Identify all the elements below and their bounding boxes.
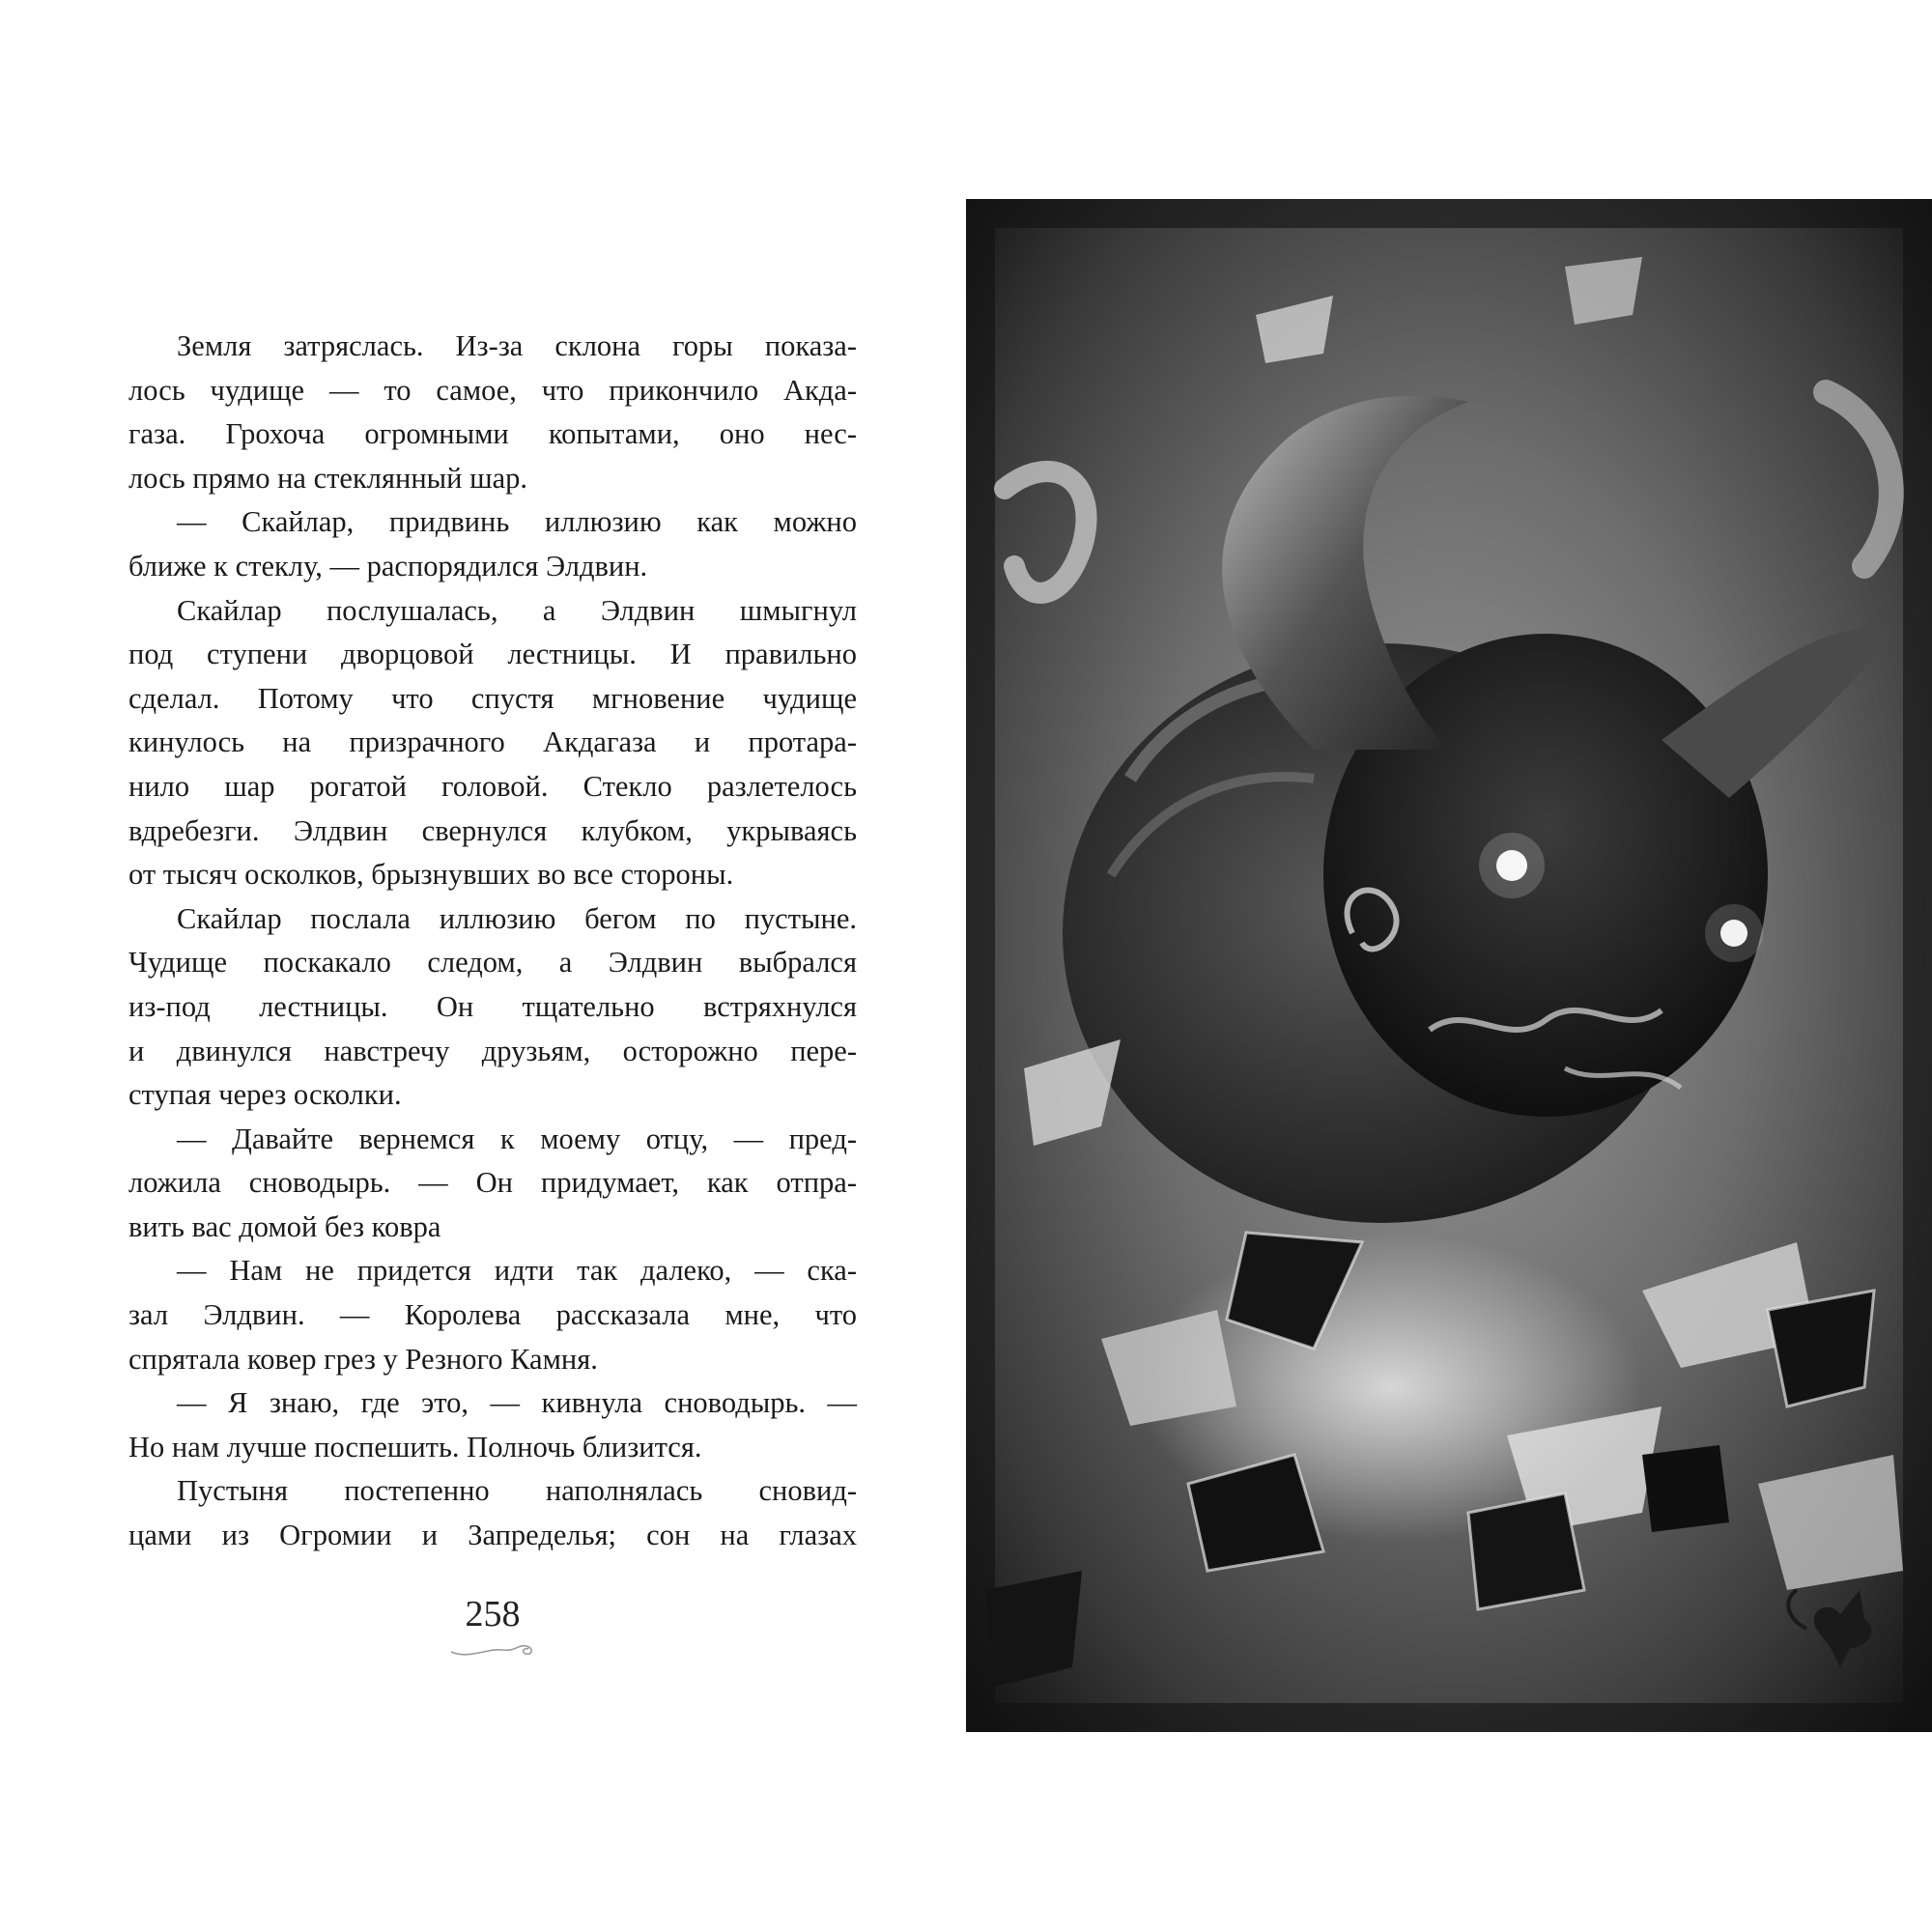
- text-line: ступая через осколки.: [128, 1078, 402, 1112]
- text-line: зал Элдвин. — Королева рассказала мне, что: [128, 1298, 857, 1332]
- page-number: 258: [465, 1594, 521, 1634]
- text-line: от тысяч осколков, брызнувших во все стороны.: [128, 858, 734, 892]
- text-line: кинулось на призрачного Акдагаза и протара-: [128, 725, 857, 759]
- bull-monster-shattering-glass-illustration: [966, 199, 1932, 1732]
- text-line: вить вас домой без ковра: [128, 1209, 441, 1243]
- text-line: ложила сноводырь. — Он придумает, как отпра-: [128, 1166, 857, 1200]
- text-line: — Давайте вернемся к моему отцу, — пред-: [177, 1122, 857, 1155]
- text-line: лось прямо на стеклянный шар.: [128, 461, 528, 495]
- page-number-flourish-icon: [449, 1638, 536, 1660]
- text-line: ближе к стеклу, — распорядился Элдвин.: [128, 549, 648, 582]
- text-line: Пустыня постепенно наполнялась сновид-: [177, 1474, 857, 1508]
- text-line: газа. Грохоча огромными копытами, оно нес-: [128, 417, 857, 451]
- text-line: — Скайлар, придвинь иллюзию как можно: [177, 505, 857, 539]
- text-line: Скайлар послала иллюзию бегом по пустыне.: [177, 901, 857, 935]
- text-line: под ступени дворцовой лестницы. И правильно: [128, 638, 857, 671]
- text-line: Земля затряслась. Из-за склона горы показа-: [177, 329, 857, 362]
- text-line: цами из Огромии и Запределья; сон на глазах: [128, 1519, 857, 1552]
- text-line: и двинулся навстречу друзьям, осторожно пере-: [128, 1034, 857, 1067]
- text-line: Чудище поскакало следом, а Элдвин выбрался: [128, 946, 857, 980]
- text-line: лось чудище — то самое, что прикончило Акда-: [128, 373, 857, 407]
- text-line: — Я знаю, где это, — кивнула сноводырь. —: [177, 1386, 857, 1420]
- text-line: — Нам не придется идти так далеко, — ска-: [177, 1254, 857, 1288]
- text-line: сделал. Потому что спустя мгновение чудище: [128, 681, 857, 715]
- text-line: вдребезги. Элдвин свернулся клубком, укрываясь: [128, 813, 857, 847]
- text-line: Но нам лучше поспешить. Полночь близится.: [128, 1430, 702, 1463]
- text-line: спрятала ковер грез у Резного Камня.: [128, 1342, 598, 1376]
- body-text: [128, 325, 857, 1558]
- text-line: нило шар рогатой головой. Стекло разлетелось: [128, 769, 857, 803]
- text-line: из-под лестницы. Он тщательно встряхнулся: [128, 989, 857, 1023]
- text-line: Скайлар послушалась, а Элдвин шмыгнул: [177, 593, 857, 627]
